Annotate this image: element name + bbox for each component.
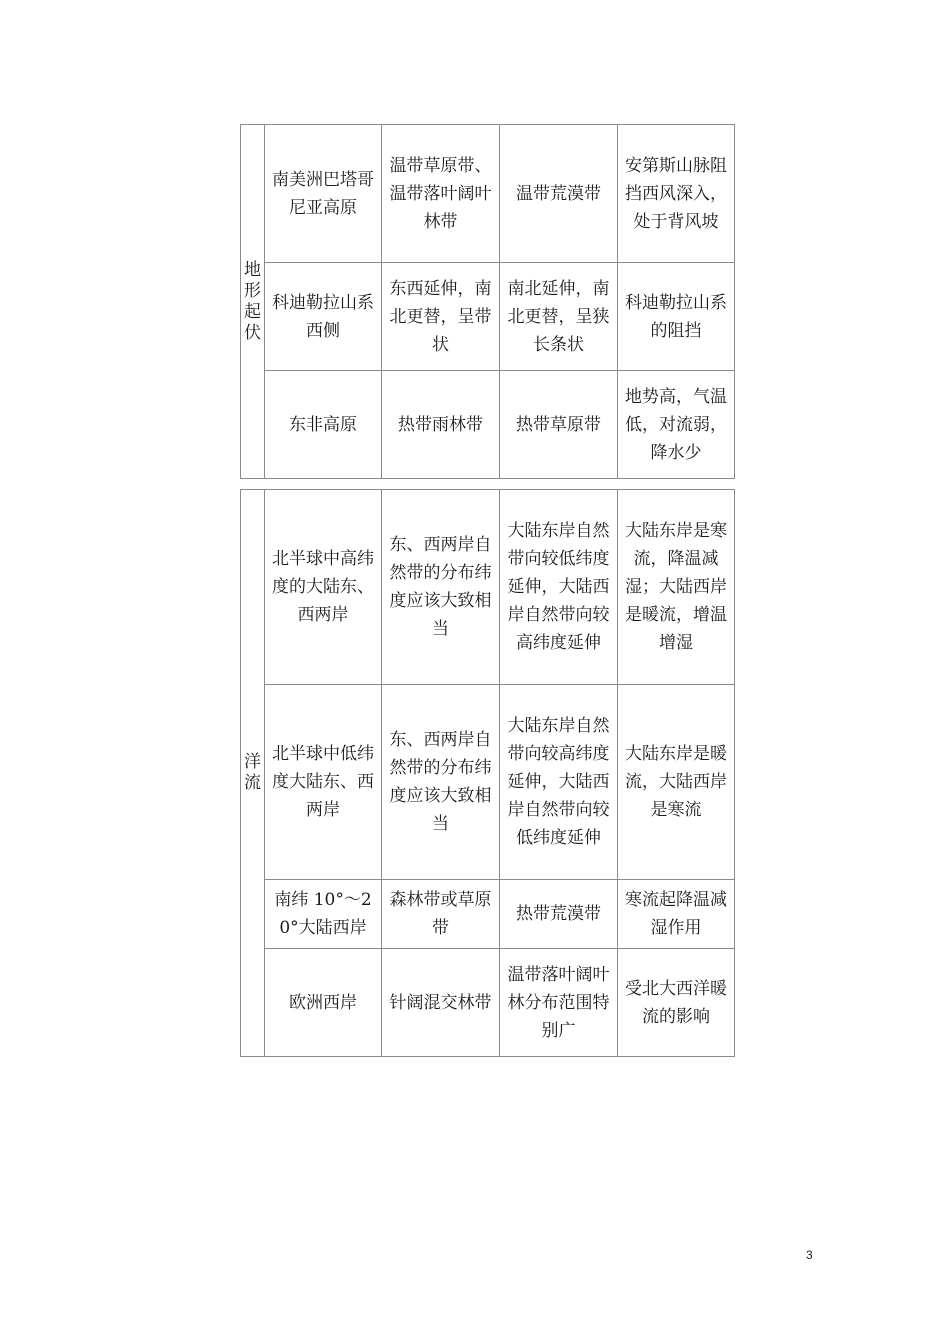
table-row xyxy=(241,125,735,263)
category-cell-terrain xyxy=(241,125,265,479)
reason-cell: 受北大西洋暖流的影响 xyxy=(618,949,735,1057)
ocean-current-table xyxy=(240,489,735,1057)
expected-zone-cell: 森林带或草原带 xyxy=(382,880,500,949)
table-row xyxy=(241,880,735,949)
expected-zone-cell: 温带草原带、温带落叶阔叶林带 xyxy=(382,125,500,263)
page-number: 3 xyxy=(806,1248,813,1262)
terrain-table xyxy=(240,124,735,479)
region-cell: 北半球中高纬度的大陆东、西两岸 xyxy=(265,490,382,685)
region-cell: 南纬 10°～20°大陆西岸 xyxy=(265,880,382,949)
category-label: 地形起伏 xyxy=(244,259,261,343)
category-cell-current xyxy=(241,490,265,1057)
table-row xyxy=(241,490,735,685)
expected-zone-cell: 东西延伸，南北更替，呈带状 xyxy=(382,263,500,371)
actual-zone-cell: 温带荒漠带 xyxy=(500,125,618,263)
reason-cell: 地势高，气温低，对流弱，降水少 xyxy=(618,371,735,479)
region-cell: 欧洲西岸 xyxy=(265,949,382,1057)
region-cell: 科迪勒拉山系西侧 xyxy=(265,263,382,371)
category-label: 洋流 xyxy=(244,752,261,793)
reason-cell: 安第斯山脉阻挡西风深入，处于背风坡 xyxy=(618,125,735,263)
actual-zone-cell: 热带草原带 xyxy=(500,371,618,479)
table-row xyxy=(241,263,735,371)
region-cell: 北半球中低纬度大陆东、西两岸 xyxy=(265,685,382,880)
expected-zone-cell: 热带雨林带 xyxy=(382,371,500,479)
table-row xyxy=(241,685,735,880)
actual-zone-cell: 温带落叶阔叶林分布范围特别广 xyxy=(500,949,618,1057)
region-cell: 南美洲巴塔哥尼亚高原 xyxy=(265,125,382,263)
reason-cell: 科迪勒拉山系的阻挡 xyxy=(618,263,735,371)
expected-zone-cell: 东、西两岸自然带的分布纬度应该大致相当 xyxy=(382,490,500,685)
actual-zone-cell: 热带荒漠带 xyxy=(500,880,618,949)
actual-zone-cell: 大陆东岸自然带向较高纬度延伸，大陆西岸自然带向较低纬度延伸 xyxy=(500,685,618,880)
reason-cell: 大陆东岸是寒流，降温减湿；大陆西岸是暖流，增温增湿 xyxy=(618,490,735,685)
expected-zone-cell: 东、西两岸自然带的分布纬度应该大致相当 xyxy=(382,685,500,880)
region-cell: 东非高原 xyxy=(265,371,382,479)
expected-zone-cell: 针阔混交林带 xyxy=(382,949,500,1057)
table-row xyxy=(241,949,735,1057)
reason-cell: 寒流起降温减湿作用 xyxy=(618,880,735,949)
table-row xyxy=(241,371,735,479)
actual-zone-cell: 南北延伸，南北更替，呈狭长条状 xyxy=(500,263,618,371)
reason-cell: 大陆东岸是暖流，大陆西岸是寒流 xyxy=(618,685,735,880)
actual-zone-cell: 大陆东岸自然带向较低纬度延伸，大陆西岸自然带向较高纬度延伸 xyxy=(500,490,618,685)
